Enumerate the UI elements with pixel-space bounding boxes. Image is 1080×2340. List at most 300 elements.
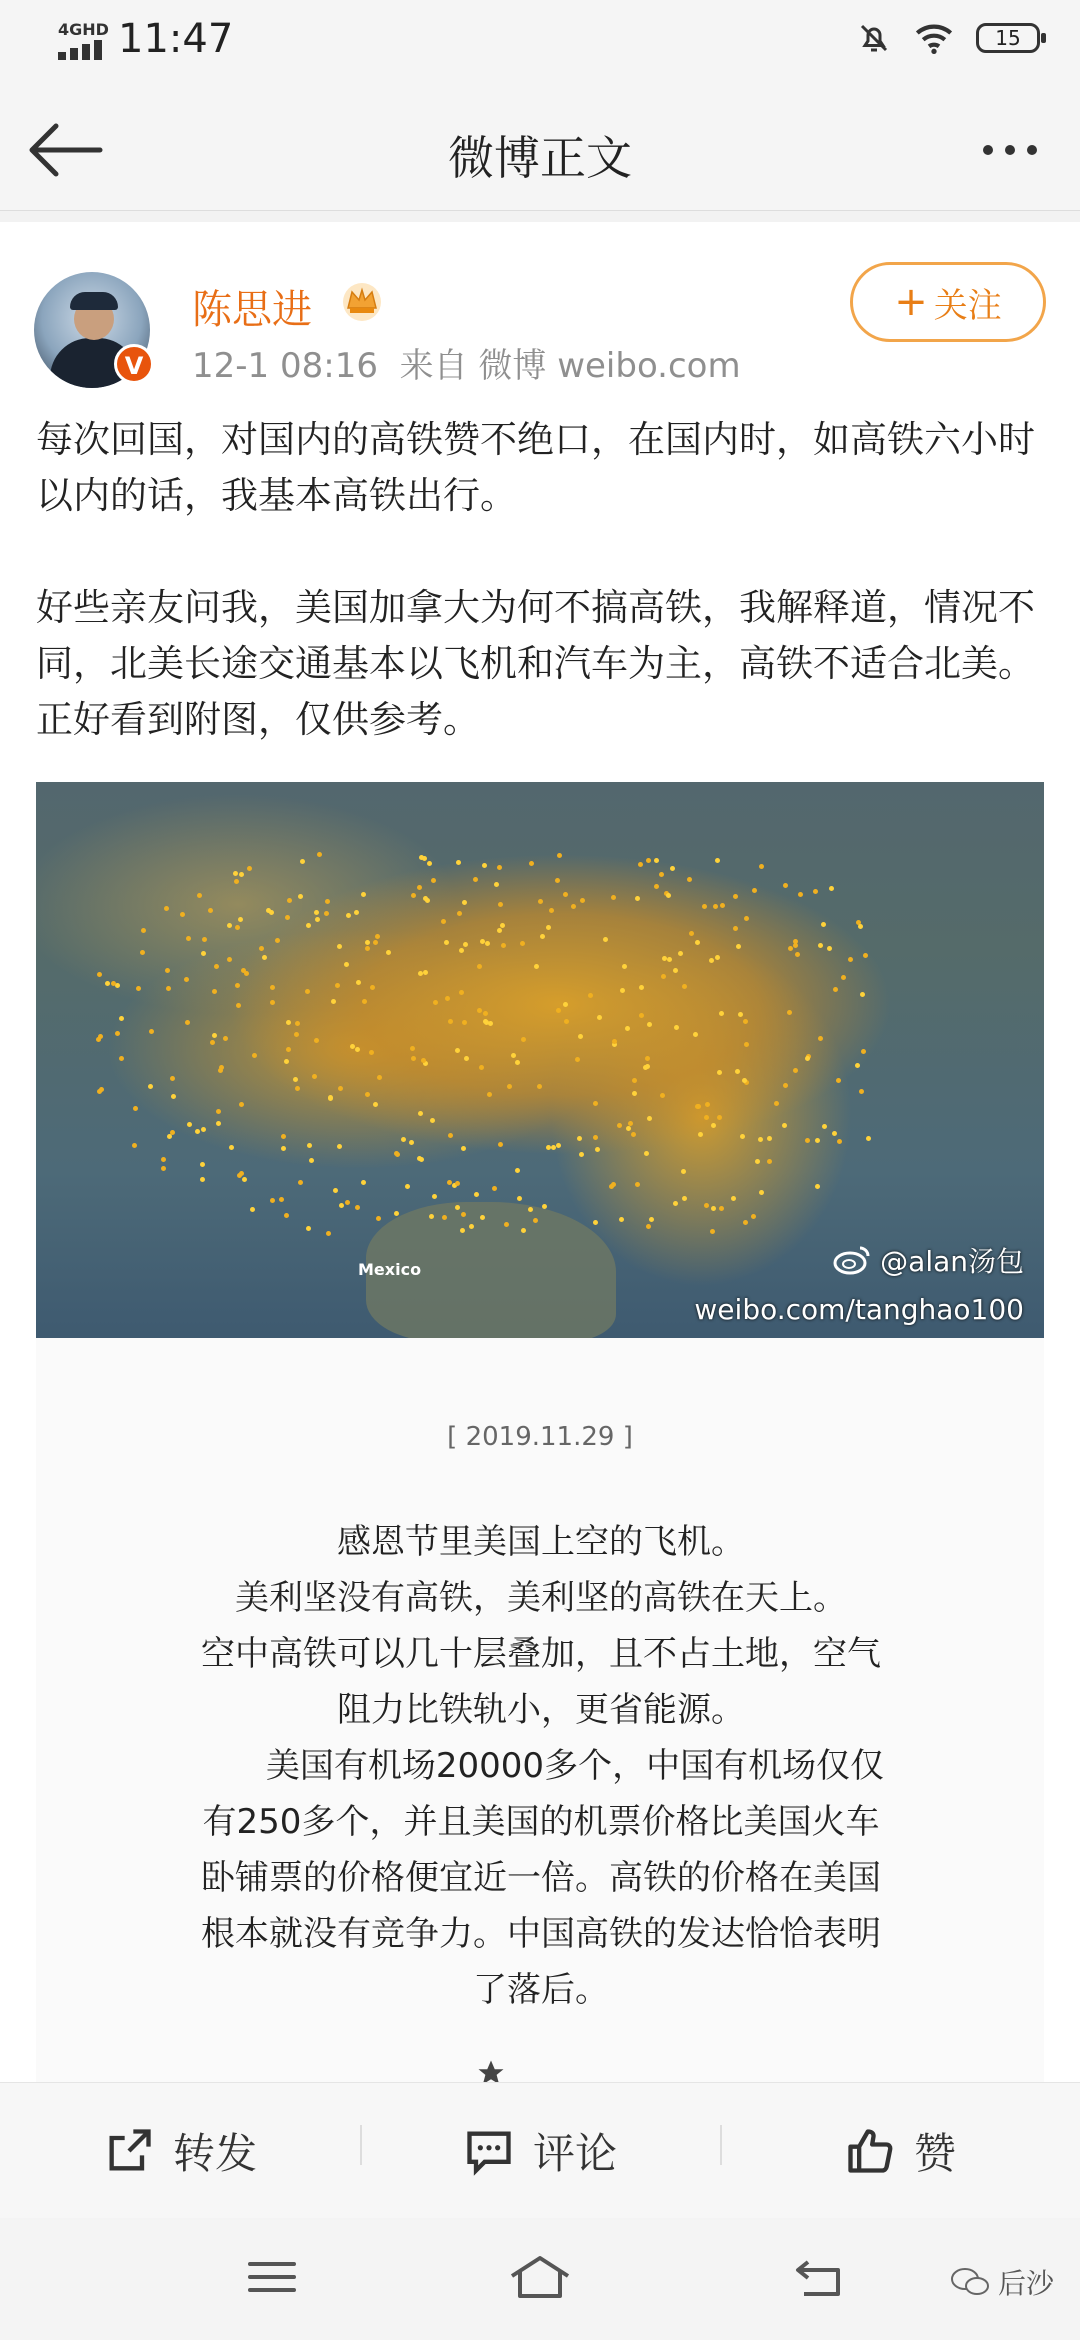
plane-marker bbox=[578, 1034, 583, 1039]
plane-marker bbox=[678, 951, 683, 956]
plane-marker bbox=[286, 1047, 291, 1052]
plus-icon: + bbox=[894, 279, 928, 325]
plane-marker bbox=[459, 990, 464, 995]
plane-marker bbox=[356, 980, 361, 985]
plane-marker bbox=[660, 1093, 665, 1098]
plane-marker bbox=[354, 910, 359, 915]
plane-marker bbox=[743, 1019, 748, 1024]
plane-marker bbox=[370, 985, 375, 990]
follow-button[interactable] bbox=[850, 262, 1046, 342]
plane-marker bbox=[752, 888, 757, 893]
plane-marker bbox=[487, 1092, 492, 1097]
plane-marker bbox=[418, 1111, 423, 1116]
plane-marker bbox=[520, 941, 525, 946]
plane-marker bbox=[423, 896, 428, 901]
plane-marker bbox=[201, 1127, 206, 1132]
plane-marker bbox=[793, 1068, 798, 1073]
plane-marker bbox=[744, 916, 749, 921]
status-time: 11:47 bbox=[118, 16, 234, 62]
plane-marker bbox=[787, 1010, 792, 1015]
plane-marker bbox=[647, 1022, 652, 1027]
plane-marker bbox=[259, 946, 264, 951]
repost-button[interactable] bbox=[0, 2083, 360, 2219]
plane-marker bbox=[462, 1020, 467, 1025]
plane-marker bbox=[287, 898, 292, 903]
crown-icon bbox=[340, 278, 384, 322]
plane-marker bbox=[455, 1181, 460, 1186]
plane-marker bbox=[212, 1033, 217, 1038]
plane-marker bbox=[620, 988, 625, 993]
plane-marker bbox=[133, 1106, 138, 1111]
plane-marker bbox=[774, 1101, 779, 1106]
plane-marker bbox=[105, 981, 110, 986]
plane-marker bbox=[305, 989, 310, 994]
plane-marker bbox=[702, 904, 707, 909]
plane-marker bbox=[515, 1168, 520, 1173]
post-paragraph: 好些亲友问我，美国加拿大为何不搞高铁，我解释道，情况不同，北美长途交通基本以飞机和汽车为主，高铁不适合北美。正好看到附图，仅供参考。 bbox=[36, 586, 1035, 741]
plane-marker bbox=[218, 1068, 223, 1073]
plane-marker bbox=[369, 1050, 374, 1055]
plane-marker bbox=[546, 925, 551, 930]
plane-marker bbox=[743, 1220, 748, 1225]
watermark-url: weibo.com/tanghao100 bbox=[694, 1293, 1024, 1326]
plane-marker bbox=[455, 1048, 460, 1053]
note-text bbox=[126, 1514, 956, 2018]
plane-marker bbox=[782, 1123, 787, 1128]
plane-marker bbox=[216, 1121, 221, 1126]
plane-marker bbox=[167, 1134, 172, 1139]
plane-marker bbox=[649, 1217, 654, 1222]
plane-marker bbox=[632, 1091, 637, 1096]
plane-marker bbox=[645, 1056, 650, 1061]
plane-marker bbox=[431, 878, 436, 883]
plane-marker bbox=[733, 926, 738, 931]
repost-label: 转发 bbox=[172, 2129, 257, 2178]
plane-marker bbox=[715, 858, 720, 863]
plane-marker bbox=[293, 1077, 298, 1082]
plane-marker bbox=[300, 859, 305, 864]
plane-marker bbox=[427, 861, 432, 866]
plane-marker bbox=[463, 942, 468, 947]
plane-marker bbox=[229, 1145, 234, 1150]
plane-marker bbox=[285, 915, 290, 920]
plane-marker bbox=[767, 1136, 772, 1141]
plane-marker bbox=[575, 1057, 580, 1062]
watermark bbox=[832, 1240, 1024, 1280]
post-body bbox=[36, 412, 1046, 748]
plane-marker bbox=[339, 1203, 344, 1208]
plane-marker bbox=[362, 999, 367, 1004]
note-date: [ 2019.11.29 ] bbox=[447, 1422, 633, 1452]
plane-marker bbox=[309, 1158, 314, 1163]
plane-marker bbox=[577, 1136, 582, 1141]
plane-marker bbox=[477, 1008, 482, 1013]
plane-marker bbox=[798, 892, 803, 897]
plane-marker bbox=[654, 884, 659, 889]
plane-marker bbox=[833, 987, 838, 992]
plane-marker bbox=[417, 885, 422, 890]
back-nav-icon[interactable] bbox=[790, 2252, 850, 2302]
note-line: 感恩节里美国上空的飞机。 bbox=[337, 1522, 745, 1562]
plane-marker bbox=[511, 1053, 516, 1058]
plane-marker bbox=[542, 1204, 547, 1209]
wechat-account-name: 后沙 bbox=[997, 2267, 1054, 2300]
plane-marker bbox=[534, 964, 539, 969]
plane-marker bbox=[593, 1101, 598, 1106]
plane-marker bbox=[837, 1139, 842, 1144]
plane-marker bbox=[517, 1196, 522, 1201]
plane-marker bbox=[306, 923, 311, 928]
plane-marker bbox=[628, 1121, 633, 1126]
battery-icon: 15 bbox=[976, 23, 1040, 53]
plane-marker bbox=[411, 1056, 416, 1061]
plane-marker bbox=[625, 1026, 630, 1031]
plane-marker bbox=[294, 1032, 299, 1037]
plane-marker bbox=[681, 1169, 686, 1174]
plane-marker bbox=[818, 1036, 823, 1041]
plane-marker bbox=[813, 889, 818, 894]
plane-marker bbox=[822, 1124, 827, 1129]
post-image[interactable] bbox=[36, 782, 1044, 1338]
plane-marker bbox=[281, 1134, 286, 1139]
plane-marker bbox=[247, 866, 252, 871]
plane-marker bbox=[432, 1194, 437, 1199]
plane-marker bbox=[860, 992, 865, 997]
plane-marker bbox=[498, 1142, 503, 1147]
weibo-logo-icon bbox=[832, 1244, 872, 1276]
wechat-icon bbox=[950, 2266, 990, 2298]
plane-marker bbox=[328, 1095, 333, 1100]
quoted-note bbox=[36, 1338, 1044, 2098]
comment-button[interactable] bbox=[360, 2083, 720, 2219]
plane-marker bbox=[457, 911, 462, 916]
plane-marker bbox=[507, 1084, 512, 1089]
plane-marker bbox=[422, 856, 427, 861]
plane-marker bbox=[270, 1198, 275, 1203]
plane-marker bbox=[713, 904, 718, 909]
plane-marker bbox=[345, 1200, 350, 1205]
plane-marker bbox=[149, 1029, 154, 1034]
note-line: 根本就没有竞争力。中国高铁的发达恰恰表明 bbox=[201, 1914, 881, 1954]
plane-marker bbox=[164, 906, 169, 911]
plane-marker bbox=[411, 893, 416, 898]
plane-marker bbox=[324, 911, 329, 916]
plane-marker bbox=[279, 1197, 284, 1202]
plane-marker bbox=[687, 877, 692, 882]
plane-marker bbox=[705, 1102, 710, 1107]
note-line: 美利坚没有高铁，美利坚的高铁在天上。 bbox=[235, 1578, 847, 1618]
plane-marker bbox=[829, 886, 834, 891]
plane-marker bbox=[661, 974, 666, 979]
plane-marker bbox=[115, 1031, 120, 1036]
plane-marker bbox=[361, 1180, 366, 1185]
plane-marker bbox=[717, 1070, 722, 1075]
plane-marker bbox=[670, 866, 675, 871]
plane-marker bbox=[682, 1196, 687, 1201]
plane-marker bbox=[165, 968, 170, 973]
plane-marker bbox=[704, 1203, 709, 1208]
plane-marker bbox=[504, 1222, 509, 1227]
plane-marker bbox=[477, 964, 482, 969]
plane-marker bbox=[720, 903, 725, 908]
plane-marker bbox=[473, 877, 478, 882]
plane-marker bbox=[815, 1184, 820, 1189]
plane-marker bbox=[295, 1021, 300, 1026]
plane-marker bbox=[187, 1122, 192, 1127]
plane-marker bbox=[710, 1229, 715, 1234]
like-label: 赞 bbox=[913, 2129, 956, 2178]
plane-marker bbox=[132, 1143, 137, 1148]
plane-marker bbox=[210, 1040, 215, 1045]
plane-marker bbox=[593, 1135, 598, 1140]
post-card bbox=[0, 222, 1080, 2082]
post-timestamp: 12-1 08:16 bbox=[192, 346, 378, 386]
plane-marker bbox=[270, 985, 275, 990]
plane-marker bbox=[338, 1086, 343, 1091]
plane-marker bbox=[202, 937, 207, 942]
plane-marker bbox=[580, 898, 585, 903]
plane-marker bbox=[866, 1136, 871, 1141]
plane-marker bbox=[344, 962, 349, 967]
plane-marker bbox=[298, 1180, 303, 1185]
plane-marker bbox=[284, 1213, 289, 1218]
plane-marker bbox=[235, 983, 240, 988]
more-options-icon[interactable] bbox=[970, 120, 1050, 180]
plane-marker bbox=[719, 1011, 724, 1016]
plane-marker bbox=[563, 1002, 568, 1007]
plane-marker bbox=[244, 971, 249, 976]
plane-marker bbox=[430, 1118, 435, 1123]
plane-marker bbox=[252, 1053, 257, 1058]
plane-marker bbox=[401, 1137, 406, 1142]
plane-marker bbox=[469, 1224, 474, 1229]
plane-marker bbox=[759, 864, 764, 869]
plane-marker bbox=[521, 1037, 526, 1042]
plane-marker bbox=[815, 1138, 820, 1143]
plane-marker bbox=[456, 860, 461, 865]
plane-marker bbox=[346, 913, 351, 918]
plane-marker bbox=[136, 986, 141, 991]
plane-marker bbox=[858, 924, 863, 929]
plane-marker bbox=[97, 972, 102, 977]
plane-marker bbox=[639, 1013, 644, 1018]
thumbs-up-icon bbox=[844, 2125, 896, 2177]
plane-marker bbox=[500, 923, 505, 928]
plane-marker bbox=[698, 1132, 703, 1137]
plane-marker bbox=[855, 1063, 860, 1068]
plane-marker bbox=[242, 1177, 247, 1182]
plane-marker bbox=[805, 1056, 810, 1061]
plane-marker bbox=[788, 946, 793, 951]
follow-label: 关注 bbox=[933, 285, 1002, 326]
plane-marker bbox=[635, 1182, 640, 1187]
plane-marker bbox=[284, 1059, 289, 1064]
plane-marker bbox=[377, 1075, 382, 1080]
author-name[interactable]: 陈思进 bbox=[192, 287, 312, 333]
plane-marker bbox=[674, 1025, 679, 1030]
plane-marker bbox=[474, 1192, 479, 1197]
verified-badge-icon: V bbox=[114, 344, 154, 384]
plane-marker bbox=[783, 883, 788, 888]
plane-marker bbox=[711, 1123, 716, 1128]
plane-marker bbox=[237, 1173, 242, 1178]
plane-marker bbox=[632, 1078, 637, 1083]
plane-marker bbox=[494, 882, 499, 887]
plane-marker bbox=[483, 1011, 488, 1016]
plane-marker bbox=[579, 1152, 584, 1157]
plane-marker bbox=[140, 950, 145, 955]
plane-marker bbox=[361, 892, 366, 897]
plane-marker bbox=[619, 1217, 624, 1222]
plane-marker bbox=[239, 1102, 244, 1107]
plane-marker bbox=[622, 964, 627, 969]
plane-marker bbox=[515, 1060, 520, 1065]
plane-marker bbox=[161, 1157, 166, 1162]
plane-marker bbox=[736, 944, 741, 949]
plane-marker bbox=[166, 986, 171, 991]
home-icon[interactable] bbox=[506, 2252, 574, 2302]
plane-marker bbox=[863, 953, 868, 958]
plane-marker bbox=[214, 964, 219, 969]
plane-marker bbox=[295, 1086, 300, 1091]
note-line: 空中高铁可以几十层叠加，且不占土地，空气 bbox=[201, 1634, 881, 1674]
plane-marker bbox=[498, 902, 503, 907]
plane-marker bbox=[200, 1162, 205, 1167]
plane-marker bbox=[564, 1019, 569, 1024]
plane-marker bbox=[696, 1104, 701, 1109]
plane-marker bbox=[185, 1020, 190, 1025]
plane-marker bbox=[709, 958, 714, 963]
plane-marker bbox=[479, 1065, 484, 1070]
plane-marker bbox=[326, 1231, 331, 1236]
plane-marker bbox=[595, 1147, 600, 1152]
plane-marker bbox=[638, 862, 643, 867]
plane-marker bbox=[644, 1151, 649, 1156]
plane-marker bbox=[227, 923, 232, 928]
plane-marker bbox=[485, 941, 490, 946]
plane-marker bbox=[373, 1102, 378, 1107]
plane-marker bbox=[704, 1115, 709, 1120]
plane-marker bbox=[571, 904, 576, 909]
note-line: 卧铺票的价格便宜近一倍。高铁的价格在美国 bbox=[201, 1858, 881, 1898]
plane-marker bbox=[386, 950, 391, 955]
post-paragraph: 每次回国，对国内的高铁赞不绝口，在国内时，如高铁六小时以内的话，我基本高铁出行。 bbox=[36, 418, 1035, 517]
app-header bbox=[0, 90, 1080, 211]
plane-marker bbox=[556, 1008, 561, 1013]
plane-marker bbox=[286, 1020, 291, 1025]
plane-marker bbox=[711, 1206, 716, 1211]
plane-marker bbox=[593, 1220, 598, 1225]
plane-marker bbox=[233, 871, 238, 876]
plane-marker bbox=[480, 1215, 485, 1220]
plane-marker bbox=[767, 1159, 772, 1164]
plane-marker bbox=[551, 1145, 556, 1150]
plane-marker bbox=[119, 1056, 124, 1061]
plane-marker bbox=[832, 1131, 837, 1136]
plane-marker bbox=[314, 1038, 319, 1043]
post-source: 来自 微博 weibo.com bbox=[399, 346, 741, 386]
plane-marker bbox=[262, 955, 267, 960]
plane-marker bbox=[556, 1143, 561, 1148]
plane-marker bbox=[733, 894, 738, 899]
plane-marker bbox=[314, 910, 319, 915]
note-line: 了落后。 bbox=[473, 1970, 609, 2010]
plane-marker bbox=[455, 1205, 460, 1210]
plane-marker bbox=[497, 865, 502, 870]
plane-marker bbox=[646, 1224, 651, 1229]
plane-marker bbox=[682, 984, 687, 989]
plane-marker bbox=[662, 956, 667, 961]
plane-marker bbox=[239, 872, 244, 877]
plane-marker bbox=[859, 1089, 864, 1094]
plane-marker bbox=[609, 1184, 614, 1189]
plane-marker bbox=[421, 1058, 426, 1063]
plane-marker bbox=[617, 1123, 622, 1128]
map-label: Mexico bbox=[358, 1260, 422, 1279]
plane-marker bbox=[441, 919, 446, 924]
note-line: 阻力比铁轨小，更省能源。 bbox=[337, 1690, 745, 1730]
plane-marker bbox=[337, 1144, 342, 1149]
menu-icon[interactable] bbox=[242, 2252, 302, 2302]
plane-marker bbox=[673, 968, 678, 973]
plane-marker bbox=[540, 934, 545, 939]
plane-marker bbox=[448, 1133, 453, 1138]
plane-marker bbox=[738, 1012, 743, 1017]
plane-marker bbox=[841, 975, 846, 980]
plane-marker bbox=[429, 1214, 434, 1219]
plane-marker bbox=[740, 1134, 745, 1139]
comment-label: 评论 bbox=[532, 2129, 617, 2178]
plane-marker bbox=[275, 938, 280, 943]
plane-marker bbox=[409, 1140, 414, 1145]
plane-marker bbox=[98, 1034, 103, 1039]
like-button[interactable] bbox=[720, 2083, 1080, 2219]
plane-marker bbox=[410, 1046, 415, 1051]
plane-marker bbox=[666, 893, 671, 898]
plane-marker bbox=[250, 1207, 255, 1212]
plane-marker bbox=[821, 922, 826, 927]
plane-marker bbox=[266, 908, 271, 913]
plane-marker bbox=[197, 893, 202, 898]
plane-marker bbox=[180, 912, 185, 917]
plane-marker bbox=[597, 1015, 602, 1020]
plane-marker bbox=[333, 1188, 338, 1193]
plane-marker bbox=[119, 1016, 124, 1021]
plane-marker bbox=[501, 943, 506, 948]
wechat-watermark bbox=[950, 2262, 1054, 2302]
plane-marker bbox=[270, 1000, 275, 1005]
plane-marker bbox=[529, 861, 534, 866]
plane-marker bbox=[141, 928, 146, 933]
plane-marker bbox=[444, 940, 449, 945]
plane-marker bbox=[693, 1032, 698, 1037]
plane-marker bbox=[643, 1065, 648, 1070]
plane-marker bbox=[312, 1074, 317, 1079]
plane-marker bbox=[717, 1115, 722, 1120]
plane-marker bbox=[549, 908, 554, 913]
plane-marker bbox=[795, 952, 800, 957]
plane-marker bbox=[528, 1207, 533, 1212]
plane-marker bbox=[335, 983, 340, 988]
plane-marker bbox=[355, 1047, 360, 1052]
plane-marker bbox=[417, 1156, 422, 1161]
plane-marker bbox=[171, 1094, 176, 1099]
plane-marker bbox=[836, 1078, 841, 1083]
signal-icon bbox=[58, 40, 106, 60]
plane-marker bbox=[861, 1049, 866, 1054]
watermark-user: @alan汤包 bbox=[880, 1245, 1024, 1278]
plane-marker bbox=[433, 1000, 438, 1005]
